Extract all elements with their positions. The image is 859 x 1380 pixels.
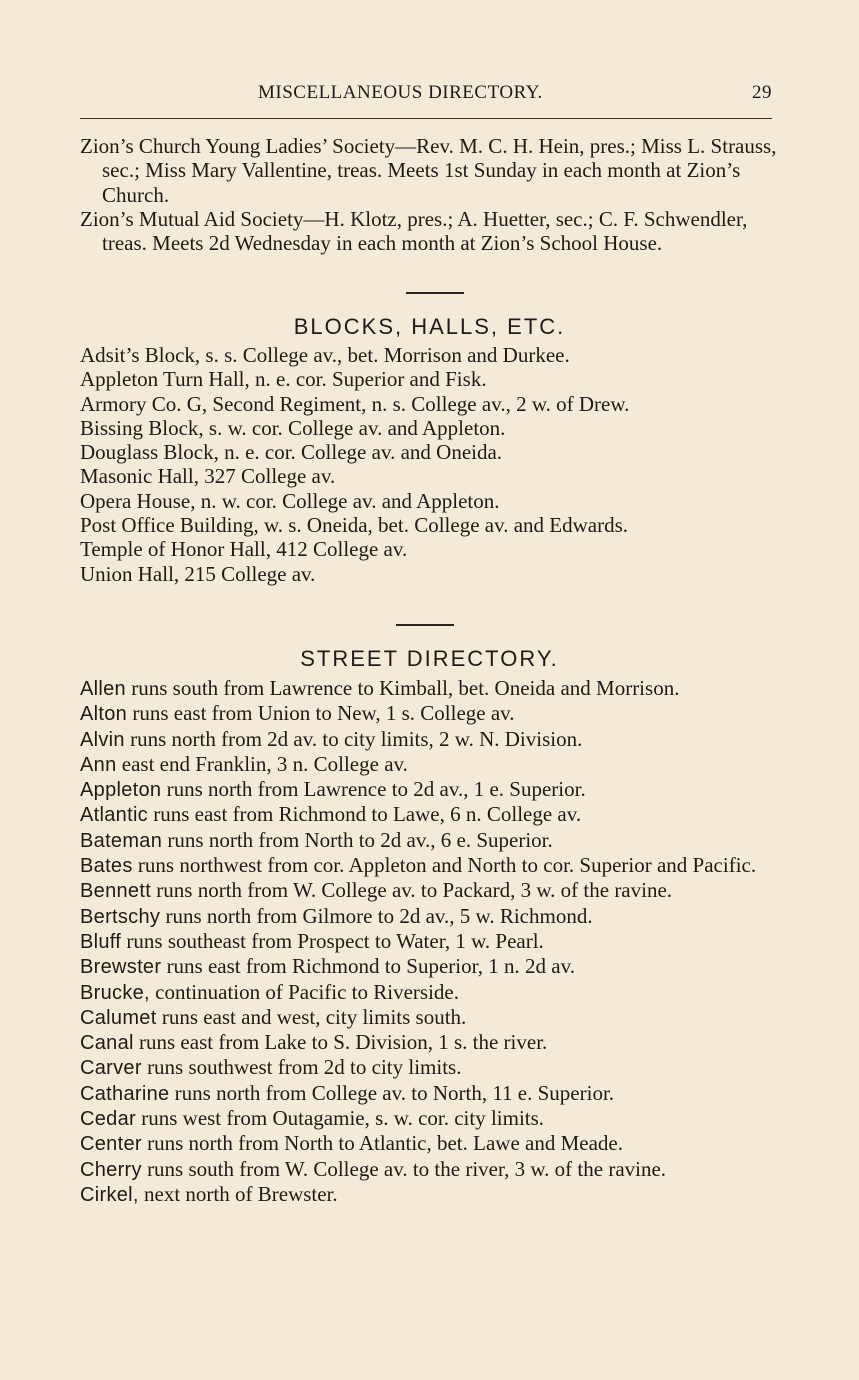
street-description: runs south from Lawrence to Kimball, bet. Oneida and Morrison.	[131, 676, 680, 700]
street-description: runs north from North to 2d av., 6 e. Superior.	[167, 827, 553, 852]
list-item: Appleton Turn Hall, n. e. cor. Superior and Fisk.	[80, 367, 487, 392]
street-description: runs southwest from 2d to city limits.	[147, 1055, 462, 1080]
running-head	[0, 82, 859, 108]
street-description: runs north from Gilmore to 2d av., 5 w. Richmond.	[165, 903, 593, 928]
street-entry	[80, 676, 780, 701]
section-divider	[406, 292, 464, 294]
blocks-list	[80, 343, 780, 586]
street-name: Center	[80, 1133, 142, 1156]
street-entry	[80, 752, 780, 777]
street-name: Canal	[80, 1032, 134, 1055]
street-description: east end Franklin, 3 n. College av.	[121, 751, 408, 776]
street-entry	[80, 701, 780, 726]
street-name: Allen	[80, 678, 126, 700]
street-name: Bateman	[80, 829, 163, 852]
street-name: Atlantic	[80, 804, 148, 827]
street-entry	[80, 1182, 780, 1207]
street-description: runs north from College av. to North, 11 e. Superior.	[174, 1080, 615, 1105]
street-entry	[80, 1005, 780, 1030]
street-name: Cherry	[80, 1158, 142, 1181]
street-name: Carver	[80, 1057, 142, 1080]
street-entry	[80, 777, 780, 802]
street-description: runs west from Outagamie, s. w. cor. city limits.	[141, 1106, 545, 1131]
list-item: Masonic Hall, 327 College av.	[80, 464, 336, 489]
street-description: next north of Brewster.	[144, 1181, 338, 1206]
street-description: runs northwest from cor. Appleton and North to cor. Superior and Pacific.	[137, 853, 757, 878]
street-name: Alvin	[80, 728, 125, 751]
street-name: Brewster	[80, 956, 162, 979]
street-entry	[80, 954, 780, 979]
list-item: Temple of Honor Hall, 412 College av.	[80, 537, 408, 562]
society-entry: Zion’s Church Young Ladies’ Society—Rev. M. C. H. Hein, pres.; Miss L. Strauss, sec.; Miss Mary Vallentine, treas. Meets 1st Sunday in each month at Zion’s Church.	[80, 134, 777, 207]
section-divider	[396, 624, 454, 626]
street-description: runs east and west, city limits south.	[161, 1004, 467, 1029]
street-name: Cedar	[80, 1108, 136, 1131]
blocks-section-title: BLOCKS, HALLS, ETC.	[293, 314, 566, 339]
street-description: runs north from Lawrence to 2d av., 1 e. Superior.	[166, 777, 586, 802]
street-entry	[80, 1131, 780, 1156]
street-entry	[80, 828, 780, 853]
street-section-title: STREET DIRECTORY.	[300, 646, 559, 671]
street-description: runs east from Richmond to Lawe, 6 n. College av.	[153, 802, 582, 827]
society-entry: Zion’s Mutual Aid Society—H. Klotz, pres.; A. Huetter, sec.; C. F. Schwendler, treas. Meets 2d Wednesday in each month at Zion’s School House.	[80, 206, 748, 256]
street-description: runs south from W. College av. to the river, 3 w. of the ravine.	[147, 1156, 667, 1181]
street-name: Catharine	[80, 1082, 170, 1105]
street-description: runs north from W. College av. to Packard, 3 w. of the ravine.	[156, 878, 673, 903]
street-entry	[80, 727, 780, 752]
street-name: Bluff	[80, 930, 122, 953]
street-entry	[80, 1030, 780, 1055]
street-entry	[80, 1106, 780, 1131]
street-description: runs north from 2d av. to city limits, 2 w. N. Division.	[130, 726, 583, 751]
street-entry	[80, 904, 780, 929]
list-item: Douglass Block, n. e. cor. College av. and Oneida.	[80, 440, 503, 465]
street-description: runs east from Richmond to Superior, 1 n. 2d av.	[166, 954, 575, 979]
street-entry	[80, 929, 780, 954]
street-name: Ann	[80, 753, 117, 776]
street-name: Alton	[80, 703, 128, 726]
page-number: 29	[752, 82, 772, 103]
street-name: Calumet	[80, 1006, 157, 1029]
street-entry	[80, 802, 780, 827]
street-description: runs southeast from Prospect to Water, 1 w. Pearl.	[126, 928, 544, 953]
street-name: Cirkel,	[80, 1183, 139, 1206]
street-name: Bertschy	[80, 905, 161, 928]
header-rule	[80, 118, 772, 119]
street-entry	[80, 1081, 780, 1106]
street-name: Appleton	[80, 779, 162, 802]
street-name: Bates	[80, 855, 133, 878]
street-description: runs east from Union to New, 1 s. College av.	[132, 701, 515, 726]
street-entry	[80, 1157, 780, 1182]
list-item: Bissing Block, s. w. cor. College av. and Appleton.	[80, 415, 506, 440]
list-item: Union Hall, 215 College av.	[80, 561, 316, 586]
list-item: Armory Co. G, Second Regiment, n. s. College av., 2 w. of Drew.	[80, 391, 630, 416]
street-description: runs north from North to Atlantic, bet. Lawe and Meade.	[147, 1131, 623, 1156]
street-description: runs east from Lake to S. Division, 1 s. the river.	[139, 1030, 548, 1055]
list-item: Opera House, n. w. cor. College av. and Appleton.	[80, 488, 500, 513]
street-name: Bennett	[80, 880, 152, 903]
list-item: Adsit’s Block, s. s. College av., bet. Morrison and Durkee.	[80, 343, 570, 367]
street-description: continuation of Pacific to Riverside.	[155, 979, 459, 1004]
street-entry	[80, 853, 780, 878]
street-list	[80, 676, 780, 1207]
page-title: MISCELLANEOUS DIRECTORY.	[258, 82, 543, 103]
street-name: Brucke,	[80, 981, 150, 1004]
societies-list	[80, 134, 780, 255]
list-item: Post Office Building, w. s. Oneida, bet. College av. and Edwards.	[80, 513, 629, 538]
street-entry	[80, 878, 780, 903]
street-entry	[80, 980, 780, 1005]
street-entry	[80, 1055, 780, 1080]
